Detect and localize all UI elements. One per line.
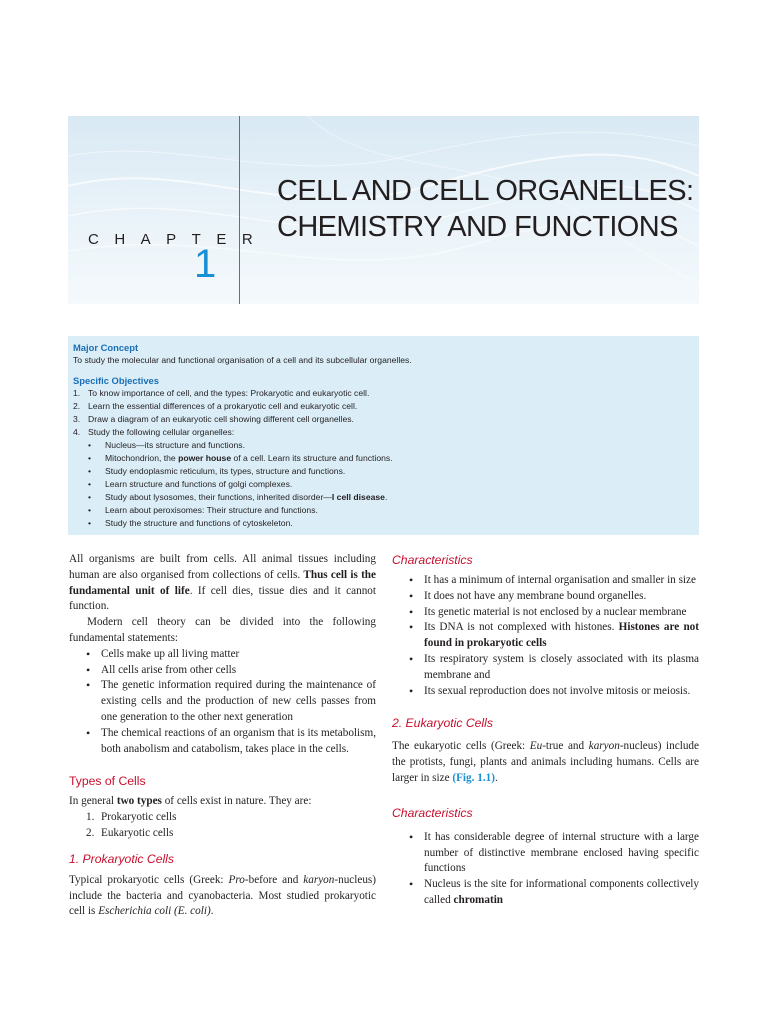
list-item: • All cells arise from other cells [69,663,376,679]
prokaryotic-paragraph: Typical prokaryotic cells (Greek: Pro-before and karyon-nucleus) include the bacteria and cyanobacteria. Most studied prokaryotic cell is Escherichia coli (E. coli). [69,873,377,918]
cell-theory-list [69,647,376,758]
types-list [69,810,376,842]
types-of-cells-heading: Types of Cells [69,774,146,789]
chapter-label: CHAPTER [88,231,269,248]
list-item: • Its DNA is not complexed with histones. Histones are not found in prokaryotic cells [392,620,699,652]
list-item: 1. To know importance of cell, and the types: Prokaryotic and eukaryotic cell. [73,388,370,398]
eukaryotic-paragraph: The eukaryotic cells (Greek: Eu-true and karyon-nucleus) include the protists, fungi, plants and animals including humans. Cells are larger in size (Fig. 1.1). [392,740,699,784]
right-column [392,552,699,909]
types-paragraph: In general two types of cells exist in nature. They are: [69,795,312,808]
chapter-title-line-2: CHEMISTRY AND FUNCTIONS [277,211,678,243]
chapter-title-line-1: CELL AND CELL ORGANELLES: [277,175,694,207]
list-item: 2. Learn the essential differences of a prokaryotic cell and eukaryotic cell. [73,401,358,411]
objectives-list [73,387,693,439]
list-item: • Learn about peroxisomes: Their structure and functions. [73,504,693,517]
prokaryotic-characteristics-heading: Characteristics [392,553,473,567]
list-item: • Its respiratory system is closely associated with its plasma membrane and [392,652,699,684]
eukaryotic-heading: 2. Eukaryotic Cells [392,716,493,731]
major-concept-text: To study the molecular and functional organisation of a cell and its subcellular organelles. [73,355,412,365]
list-item: • It has considerable degree of internal structure with a large number of distinctive membrane enclosed having specific functions [392,830,699,877]
list-item: • The chemical reactions of an organism that is its metabolism, both anabolism and catabolism, takes place in the cells. [69,726,376,758]
left-column [69,552,376,920]
list-item: • It does not have any membrane bound organelles. [392,589,699,605]
major-concept-heading: Major Concept [73,342,139,353]
list-item: • Nucleus is the site for informational components collectively called chromatin [392,877,699,909]
list-item: • Learn structure and functions of golgi complexes. [73,478,693,491]
chapter-title [277,173,693,245]
list-item: • It has a minimum of internal organisation and smaller in size [392,573,699,589]
list-item: • Cells make up all living matter [69,647,376,663]
chapter-banner [68,116,699,304]
list-item: 3. Draw a diagram of an eukaryotic cell showing different cell organelles. [73,414,354,424]
list-item: • Mitochondrion, the power house of a cell. Learn its structure and functions. [73,452,693,465]
eukaryotic-characteristics-list [392,830,699,909]
objectives-box [68,336,699,535]
eukaryotic-characteristics-heading: Characteristics [392,805,473,820]
list-item: • Study the structure and functions of cytoskeleton. [73,517,693,530]
cell-theory-paragraph: Modern cell theory can be divided into the following fundamental statements: [69,616,376,644]
prokaryotic-characteristics-list [392,573,699,699]
list-item: • Study about lysosomes, their functions, inherited disorder—I cell disease. [73,491,693,504]
list-item: • The genetic information required during the maintenance of existing cells and the production of new cells passes from one generation to the other next generation [69,678,376,725]
list-item: • Its sexual reproduction does not involve mitosis or meiosis. [392,684,699,700]
list-item: 4. Study the following cellular organelles: [73,427,235,437]
list-item: • Study endoplasmic reticulum, its types, structure and functions. [73,465,693,478]
banner-divider [239,116,240,304]
list-item: 2. Eukaryotic cells [86,826,174,839]
list-item: • Its genetic material is not enclosed by a nuclear membrane [392,605,699,621]
prokaryotic-heading: 1. Prokaryotic Cells [69,851,174,866]
organelles-sublist [73,439,693,530]
list-item: • Nucleus—its structure and functions. [73,439,693,452]
specific-objectives-heading: Specific Objectives [73,375,159,386]
chapter-number: 1 [194,242,217,286]
list-item: 1. Prokaryotic cells [86,811,177,824]
figure-reference-link[interactable]: (Fig. 1.1) [452,771,495,784]
intro-paragraph: All organisms are built from cells. All animal tissues including human are also organised from collections of cells. Thus cell is the fundamental unit of life. If cell dies, tissue dies and it cannot function. [69,553,376,613]
